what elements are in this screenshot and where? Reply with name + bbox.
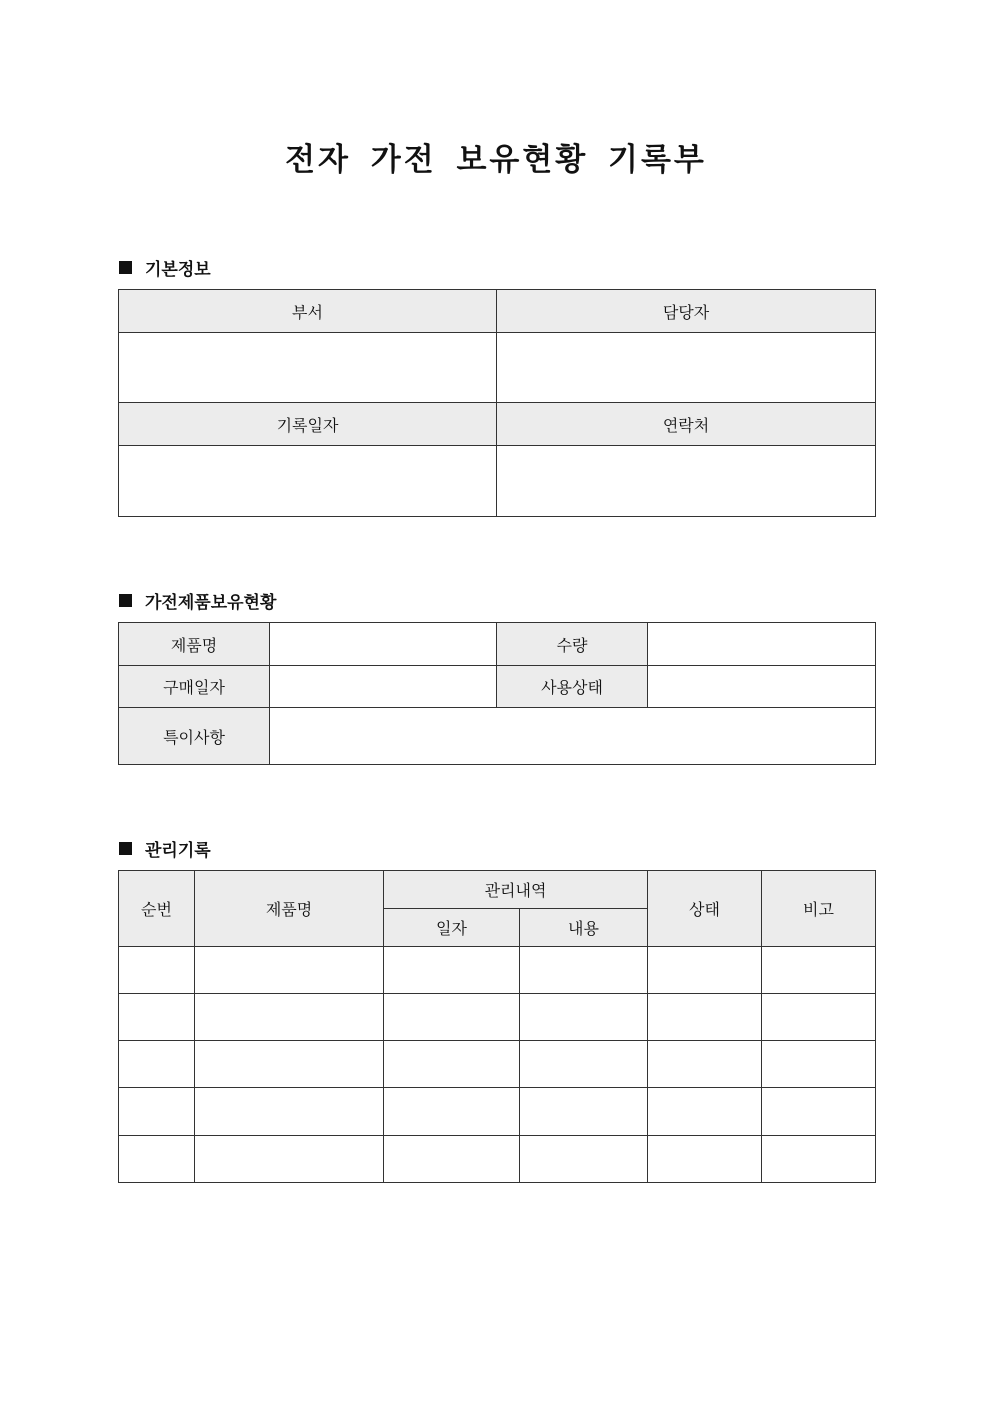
col-no-header: 순번 [119,871,195,947]
col-note-header: 비고 [762,871,876,947]
cell-product[interactable] [195,1136,384,1183]
cell-product[interactable] [195,1088,384,1136]
section-appliance-label: 가전제품보유현황 [145,593,277,613]
remarks-label: 특이사항 [119,708,270,765]
section-appliance-heading [119,588,276,613]
record-date-label: 기록일자 [119,403,497,446]
cell-content[interactable] [520,1088,648,1136]
col-product-header: 제품명 [195,871,384,947]
usage-status-label: 사용상태 [497,666,648,708]
department-label: 부서 [119,290,497,333]
contact-field[interactable] [497,446,876,517]
cell-note[interactable] [762,1136,876,1183]
cell-no[interactable] [119,1088,195,1136]
section-basic-info-heading [119,255,211,280]
cell-status[interactable] [648,947,762,994]
record-date-field[interactable] [119,446,497,517]
document-title: 전자 가전 보유현황 기록부 [285,142,707,178]
cell-status[interactable] [648,1136,762,1183]
square-bullet-icon [119,842,132,855]
product-name-field[interactable] [270,623,497,666]
square-bullet-icon [119,261,132,274]
cell-date[interactable] [384,1088,520,1136]
purchase-date-field[interactable] [270,666,497,708]
cell-date[interactable] [384,1041,520,1088]
cell-date[interactable] [384,994,520,1041]
cell-no[interactable] [119,947,195,994]
cell-note[interactable] [762,1041,876,1088]
quantity-label: 수량 [497,623,648,666]
product-name-label: 제품명 [119,623,270,666]
cell-note[interactable] [762,1088,876,1136]
cell-product[interactable] [195,1041,384,1088]
department-field[interactable] [119,333,497,403]
management-record-table [118,870,876,1183]
cell-content[interactable] [520,1041,648,1088]
col-content-header: 내용 [520,909,648,947]
cell-content[interactable] [520,947,648,994]
basic-info-table [118,289,876,517]
purchase-date-label: 구매일자 [119,666,270,708]
contact-label: 연락처 [497,403,876,446]
remarks-field[interactable] [270,708,876,765]
cell-date[interactable] [384,947,520,994]
col-date-header: 일자 [384,909,520,947]
cell-no[interactable] [119,994,195,1041]
section-basic-info-label: 기본정보 [145,260,211,280]
cell-status[interactable] [648,1041,762,1088]
table-row [119,994,876,1041]
col-detail-header: 관리내역 [384,871,648,909]
cell-no[interactable] [119,1136,195,1183]
table-row [119,1088,876,1136]
appliance-table [118,622,876,765]
cell-product[interactable] [195,947,384,994]
table-row [119,947,876,994]
cell-status[interactable] [648,994,762,1041]
square-bullet-icon [119,594,132,607]
cell-note[interactable] [762,994,876,1041]
section-management-heading [119,836,211,861]
table-row [119,1041,876,1088]
cell-note[interactable] [762,947,876,994]
cell-content[interactable] [520,1136,648,1183]
quantity-field[interactable] [648,623,876,666]
manager-label: 담당자 [497,290,876,333]
section-management-label: 관리기록 [145,841,211,861]
cell-no[interactable] [119,1041,195,1088]
usage-status-field[interactable] [648,666,876,708]
cell-status[interactable] [648,1088,762,1136]
table-row [119,1136,876,1183]
cell-product[interactable] [195,994,384,1041]
col-status-header: 상태 [648,871,762,947]
cell-date[interactable] [384,1136,520,1183]
cell-content[interactable] [520,994,648,1041]
manager-field[interactable] [497,333,876,403]
